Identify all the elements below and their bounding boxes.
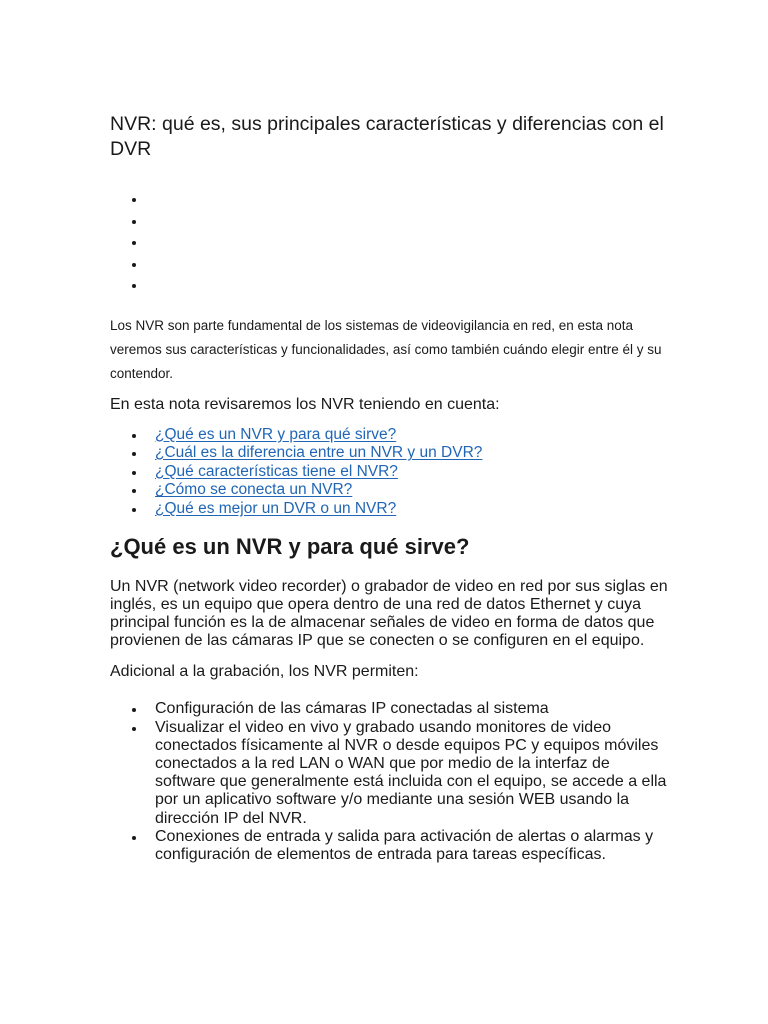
feature-item: Configuración de las cámaras IP conectadas al sistema — [110, 700, 670, 718]
table-of-contents — [110, 426, 670, 519]
toc-link-diferencia[interactable]: ¿Cuál es la diferencia entre un NVR y un DVR? — [155, 444, 483, 462]
toc-item — [110, 481, 670, 500]
toc-item — [110, 500, 670, 519]
toc-link-conexion[interactable]: ¿Cómo se conecta un NVR? — [155, 481, 353, 499]
intro-paragraph: Los NVR son parte fundamental de los sistemas de videovigilancia en red, en esta nota veremos sus características y funcionalidades, así como también cuándo elegir entre él y su contendor. — [110, 317, 662, 381]
document-page — [110, 112, 670, 864]
empty-bullet-item — [110, 254, 670, 276]
body-paragraph: Adicional a la grabación, los NVR permiten: — [110, 663, 419, 681]
document-title: NVR: qué es, sus principales características y diferencias con el DVR — [110, 113, 664, 160]
section-heading: ¿Qué es un NVR y para qué sirve? — [110, 534, 470, 560]
feature-item: Conexiones de entrada y salida para activación de alertas o alarmas y configuración de elementos de entrada para tareas específicas. — [110, 828, 670, 864]
empty-bullet-list — [110, 189, 670, 297]
body-paragraph: Un NVR (network video recorder) o grabador de video en red por sus siglas en inglés, es un equipo que opera dentro de una red de datos Ethernet y cuya principal función es la de almacenar señales de video en forma de datos que provienen de las cámaras IP que se conecten o se configuren en el equipo. — [110, 578, 668, 650]
lead-paragraph: En esta nota revisaremos los NVR teniendo en cuenta: — [110, 395, 500, 413]
toc-link-que-es[interactable]: ¿Qué es un NVR y para qué sirve? — [155, 425, 397, 443]
toc-link-comparacion[interactable]: ¿Qué es mejor un DVR o un NVR? — [155, 499, 397, 517]
toc-item — [110, 444, 670, 463]
empty-bullet-item — [110, 275, 670, 297]
toc-item — [110, 426, 670, 445]
features-list — [110, 700, 670, 864]
empty-bullet-item — [110, 189, 670, 211]
empty-bullet-item — [110, 232, 670, 254]
empty-bullet-item — [110, 211, 670, 233]
toc-link-caracteristicas[interactable]: ¿Qué características tiene el NVR? — [155, 462, 398, 480]
feature-item: Visualizar el video en vivo y grabado usando monitores de video conectados físicamente al NVR o desde equipos PC y equipos móviles conectados a la red LAN o WAN que por medio de la interfaz de software que generalmente está incluida con el equipo, se accede a ella por un aplicativo software y/o mediante una sesión WEB usando la dirección IP del NVR. — [110, 719, 670, 828]
toc-item — [110, 463, 670, 482]
